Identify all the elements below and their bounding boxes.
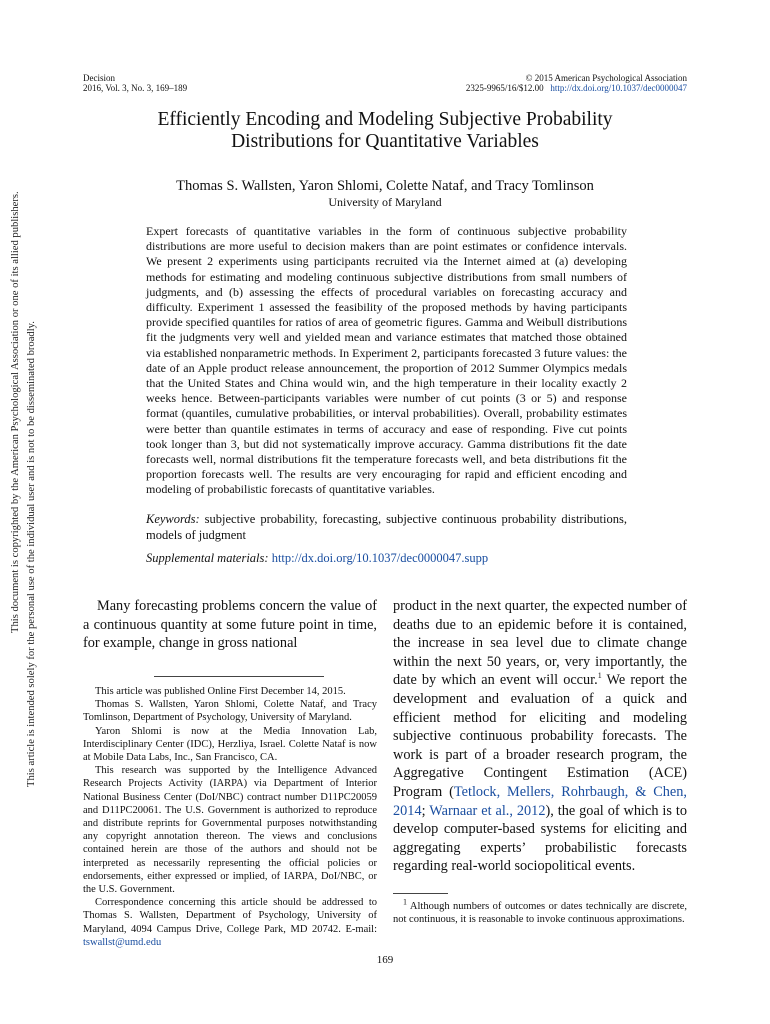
page-number: 169 — [376, 954, 394, 966]
author-note — [83, 685, 377, 949]
author-note-funding: This research was supported by the Intelligence Advanced Research Projects Activity (IARPA) via Department of Interior National Business Center (DoI/NBC) contract number D11PC20059 and D11PC20061. The U.S. Government is authorized to reproduce and distribute reprints for Governmental purposes notwithstanding any copyright annotation thereon. The views and conclusions contained herein are those of the authors and should not be interpreted as necessarily representing the official policies or endorsements, either expressed or implied, of IARPA, DoI/NBC, or the U.S. Government. — [83, 765, 377, 896]
footnote-ref-1[interactable]: 1 — [597, 671, 602, 681]
supplemental-link[interactable]: http://dx.doi.org/10.1037/dec0000047.supp — [271, 551, 489, 565]
citation-warnaar-link[interactable]: Warnaar et al., 2012 — [429, 802, 546, 819]
body-right-text-2: We report the development and evaluation of a quick and efficient method for eliciting and modeling subjective continuous probability forecasts. The work is part of a broader research program, the Aggregative Contingent Estimation (ACE) Program ( — [393, 672, 687, 800]
issn-doi-line — [466, 83, 687, 93]
body-right-column — [393, 597, 687, 876]
body-right-text-3: ; — [421, 802, 430, 819]
journal-name: Decision — [83, 73, 115, 83]
correspondence-text: Correspondence concerning this article should be addressed to Thomas S. Wallsten, Department of Psychology, University of Maryland, 4094 Campus Drive, College Park, MD 20742. E-mail: — [83, 897, 377, 935]
citation-tetlock-link[interactable]: Tetlock, Mellers, Rohrbaugh, & Chen, 2014 — [393, 783, 687, 819]
author-note-published: This article was published Online First December 14, 2015. — [95, 686, 346, 697]
author-list: Thomas S. Wallsten, Yaron Shlomi, Colette Nataf, and Tracy Tomlinson — [176, 178, 594, 194]
body-right-text-1: product in the next quarter, the expected number of deaths due to an epidemic before it is contained, the increase in sea level due to climate change within the next 50 years, or, very importantly, the date by which an event will occur. — [393, 598, 687, 689]
supplemental-materials — [146, 551, 627, 566]
sidebar-line-1: This document is copyrighted by the American Psychological Association or one of its allied publishers. — [10, 191, 21, 633]
doi-link[interactable]: http://dx.doi.org/10.1037/dec0000047 — [550, 83, 687, 93]
affiliation: University of Maryland — [328, 195, 442, 209]
footnote-divider — [393, 893, 448, 894]
footnote-text: Although numbers of outcomes or dates technically are discrete, not continuous, it is reasonable to invoke continuous approximations. — [393, 901, 687, 926]
author-note-affiliations: Thomas S. Wallsten, Yaron Shlomi, Colette Nataf, and Tracy Tomlinson, Department of Psychology, University of Maryland. — [83, 699, 377, 724]
author-note-correspondence — [83, 896, 377, 949]
keywords-label: Keywords: — [146, 512, 200, 526]
title-line-1: Efficiently Encoding and Modeling Subjective Probability — [157, 109, 613, 130]
copyright-header — [466, 73, 687, 93]
article-title — [83, 109, 687, 153]
journal-header — [83, 73, 187, 93]
body-right-text-4: ), the goal of which is to develop computer-based systems for eliciting and aggregating experts’ probabilistic forecasts regarding real-world sociopolitical events. — [393, 802, 687, 875]
email-link[interactable]: tswallst@umd.edu — [83, 936, 162, 948]
author-note-divider — [154, 676, 324, 677]
journal-citation: 2016, Vol. 3, No. 3, 169–189 — [83, 83, 188, 93]
supplemental-label: Supplemental materials: — [146, 551, 269, 565]
footnote-marker: 1 — [403, 897, 407, 907]
title-line-2: Distributions for Quantitative Variables — [231, 131, 539, 152]
footnote-1 — [393, 897, 687, 927]
author-note-current-affiliations: Yaron Shlomi is now at the Media Innovation Lab, Interdisciplinary Center (IDC), Herzliya, Israel. Colette Nataf is now at Mobile Data Labs, Inc., San Francisco, CA. — [83, 725, 377, 764]
sidebar-line-2: This article is intended solely for the personal use of the individual user and is not to be disseminated broadly. — [26, 321, 37, 787]
body-left-paragraph: Many forecasting problems concern the value of a continuous quantity at some future point in time, for example, change in gross national — [83, 598, 377, 652]
keywords-text: subjective probability, forecasting, subjective continuous probability distributions, models of judgment — [146, 512, 627, 542]
keywords — [146, 512, 627, 543]
issn: 2325-9965/16/$12.00 — [465, 83, 544, 93]
abstract: Expert forecasts of quantitative variables in the form of continuous subjective probability distributions are more useful to decision makers than are point estimates or confidence intervals. We present 2 experiments using participants recruited via the Internet aimed at (a) developing methods for estimating and modeling continuous subjective distributions from small numbers of judgments, and (b) assessing the effects of procedural variables on forecasting accuracy and difficulty. Experiment 1 assessed the feasibility of the proposed methods by having participants provide specified quantiles for ratios of area of geometric figures. Gamma and Weibull distributions fit the judgments very well and yielded mean and variance estimates that matched those obtained via established nonparametric methods. In Experiment 2, participants forecasted 3 future values: the date of an Apple product release announcement, the proportion of 2012 Summer Olympics medals that the United States and China would win, and the high temperature in their locality exactly 2 weeks hence. Between-participants variables were number of cut points (3 or 5) and response format (quantiles, cumulative probabilities, or interval probabilities). Overall, probability estimates were better than quantile estimates in terms of accuracy and ease of responding. Five cut points took longer than 3, but did not systematically improve accuracy. Gamma distributions fit the date forecasts well, normal distributions fit the temperature forecasts well, and beta distributions fit the proportion forecasts well. The results are very encouraging for rapid and efficient encoding and modeling of probabilistic forecasts of quantitative variables. — [146, 224, 627, 497]
copyright-line: © 2015 American Psychological Association — [525, 73, 687, 83]
